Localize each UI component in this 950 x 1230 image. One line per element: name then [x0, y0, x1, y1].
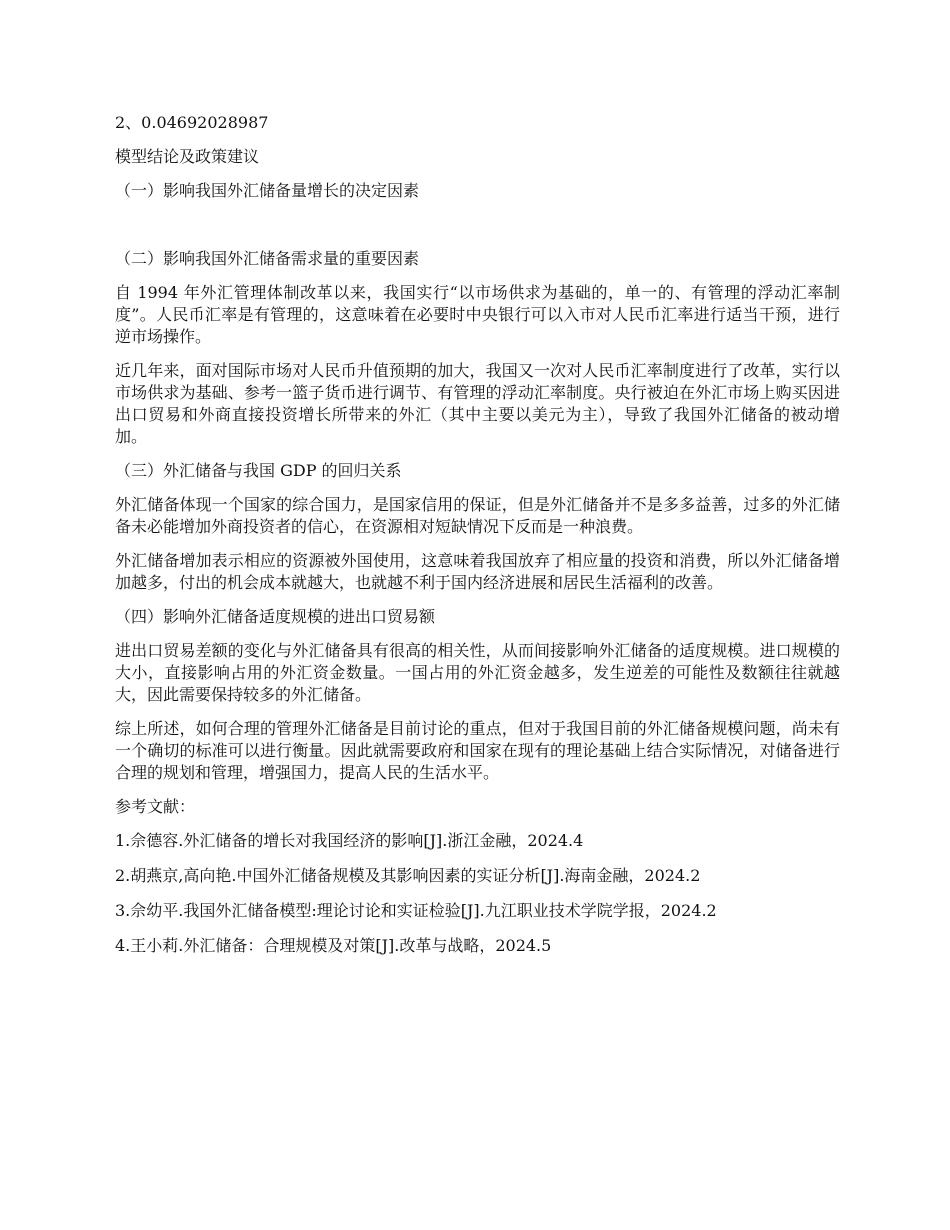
blank-gap — [115, 214, 840, 248]
reference-item: 3.佘幼平.我国外汇储备模型:理论讨论和实证检验[J].九江职业技术学院学报，2024.2 — [115, 901, 717, 920]
section-4-heading: （四）影响外汇储备适度规模的进出口贸易额 — [115, 607, 436, 626]
conclusion-heading: 模型结论及政策建议 — [115, 147, 260, 166]
paragraph-national-strength: 外汇储备体现一个国家的综合国力，是国家信用的保证，但是外汇储备并不是多多益善，过多的外汇储备未必能增加外商投资者的信心，在资源相对短缺情况下反而是一种浪费。 — [115, 495, 840, 536]
section-1-heading: （一）影响我国外汇储备量增长的决定因素 — [115, 181, 420, 200]
reference-item: 1.佘德容.外汇储备的增长对我国经济的影响[J].浙江金融，2024.4 — [115, 831, 584, 850]
document-page — [115, 112, 840, 970]
references-heading: 参考文献： — [115, 797, 196, 816]
paragraph-opportunity-cost: 外汇储备增加表示相应的资源被外国使用，这意味着我国放弃了相应量的投资和消费，所以外汇储备增加越多，付出的机会成本就越大，也就越不利于国内经济进展和居民生活福利的改善。 — [115, 551, 840, 592]
paragraph-trade-balance: 进出口贸易差额的变化与外汇储备具有很高的相关性，从而间接影响外汇储备的适度规模。进口规模的大小，直接影响占用的外汇资金数量。一国占用的外汇资金越多，发生逆差的可能性及数额往往就越大，因此需要保持较多的外汇储备。 — [115, 641, 840, 704]
paragraph-rmb-reform: 近几年来，面对国际市场对人民币升值预期的加大，我国又一次对人民币汇率制度进行了改革，实行以市场供求为基础、参考一篮子货币进行调节、有管理的浮动汇率制度。央行被迫在外汇市场上购买因进出口贸易和外商直接投资增长所带来的外汇（其中主要以美元为主），导致了我国外汇储备的被动增加。 — [115, 361, 840, 446]
section-2-heading: （二）影响我国外汇储备需求量的重要因素 — [115, 249, 420, 268]
paragraph-summary: 综上所述，如何合理的管理外汇储备是目前讨论的重点，但对于我国目前的外汇储备规模问题，尚未有一个确切的标准可以进行衡量。因此就需要政府和国家在现有的理论基础上结合实际情况，对储备进行合理的规划和管理，增强国力，提高人民的生活水平。 — [115, 719, 840, 782]
reference-item: 2.胡燕京,高向艳.中国外汇储备规模及其影响因素的实证分析[J].海南金融，2024.2 — [115, 866, 701, 885]
item-2-value: 2、0.04692028987 — [115, 113, 269, 132]
reference-item: 4.王小莉.外汇储备：合理规模及对策[J].改革与战略，2024.5 — [115, 936, 552, 955]
paragraph-exchange-rate-regime: 自 1994 年外汇管理体制改革以来，我国实行“以市场供求为基础的，单一的、有管理的浮动汇率制度”。人民币汇率是有管理的，这意味着在必要时中央银行可以入市对人民币汇率进行适当干预，进行逆市场操作。 — [115, 283, 840, 346]
section-3-heading: （三）外汇储备与我国 GDP 的回归关系 — [115, 461, 402, 480]
